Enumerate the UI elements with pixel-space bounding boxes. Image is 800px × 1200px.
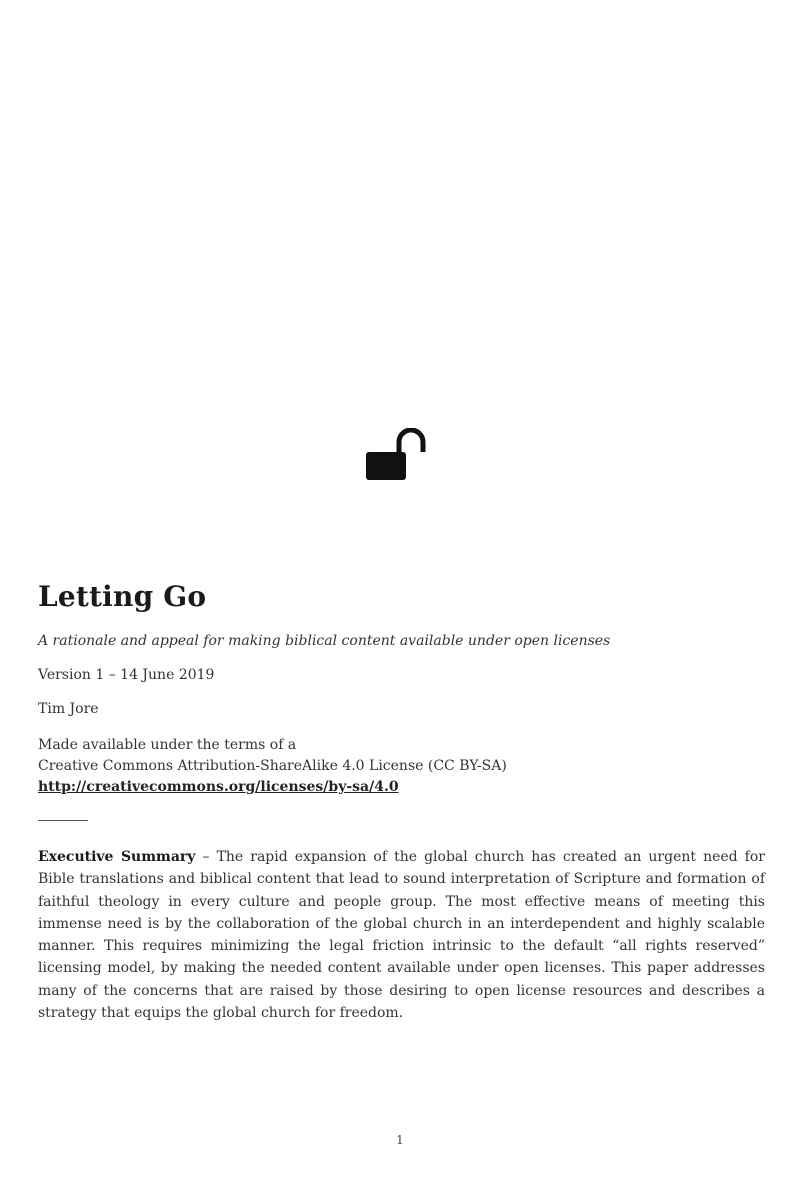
license-block	[38, 735, 507, 798]
executive-summary-separator: –	[195, 849, 217, 865]
page-number: 1	[396, 1133, 404, 1147]
document-version: Version 1 – 14 June 2019	[38, 667, 215, 683]
unlocked-padlock-icon	[363, 428, 427, 482]
executive-summary-text: The rapid expansion of the global church has created an urgent need for Bible translations and biblical content that lead to sound interpretation of Scripture and formation of faithful theology in every culture and people group. The most effective means of meeting this immense need is by the collaboration of the global church in an interdependent and highly scalable manner. This requires minimizing the legal friction intrinsic to the default “all rights reserved” licensing model, by making the needed content available under open licenses. This paper addresses many of the concerns that are raised by those desiring to open license resources and describes a strategy that equips the global church for freedom.	[38, 849, 765, 1022]
document-subtitle: A rationale and appeal for making biblical content available under open licenses	[38, 633, 611, 649]
license-line-2: Creative Commons Attribution-ShareAlike 4.0 License (CC BY-SA)	[38, 758, 507, 774]
document-title: Letting Go	[38, 580, 207, 613]
padlock-shackle	[399, 430, 423, 452]
padlock-body	[366, 452, 406, 480]
license-link[interactable]: http://creativecommons.org/licenses/by-sa/4.0	[38, 779, 399, 795]
section-divider	[38, 820, 88, 821]
document-author: Tim Jore	[38, 701, 99, 717]
executive-summary-heading: Executive Summary	[38, 849, 196, 865]
license-line-1: Made available under the terms of a	[38, 737, 297, 753]
executive-summary	[38, 846, 765, 1024]
